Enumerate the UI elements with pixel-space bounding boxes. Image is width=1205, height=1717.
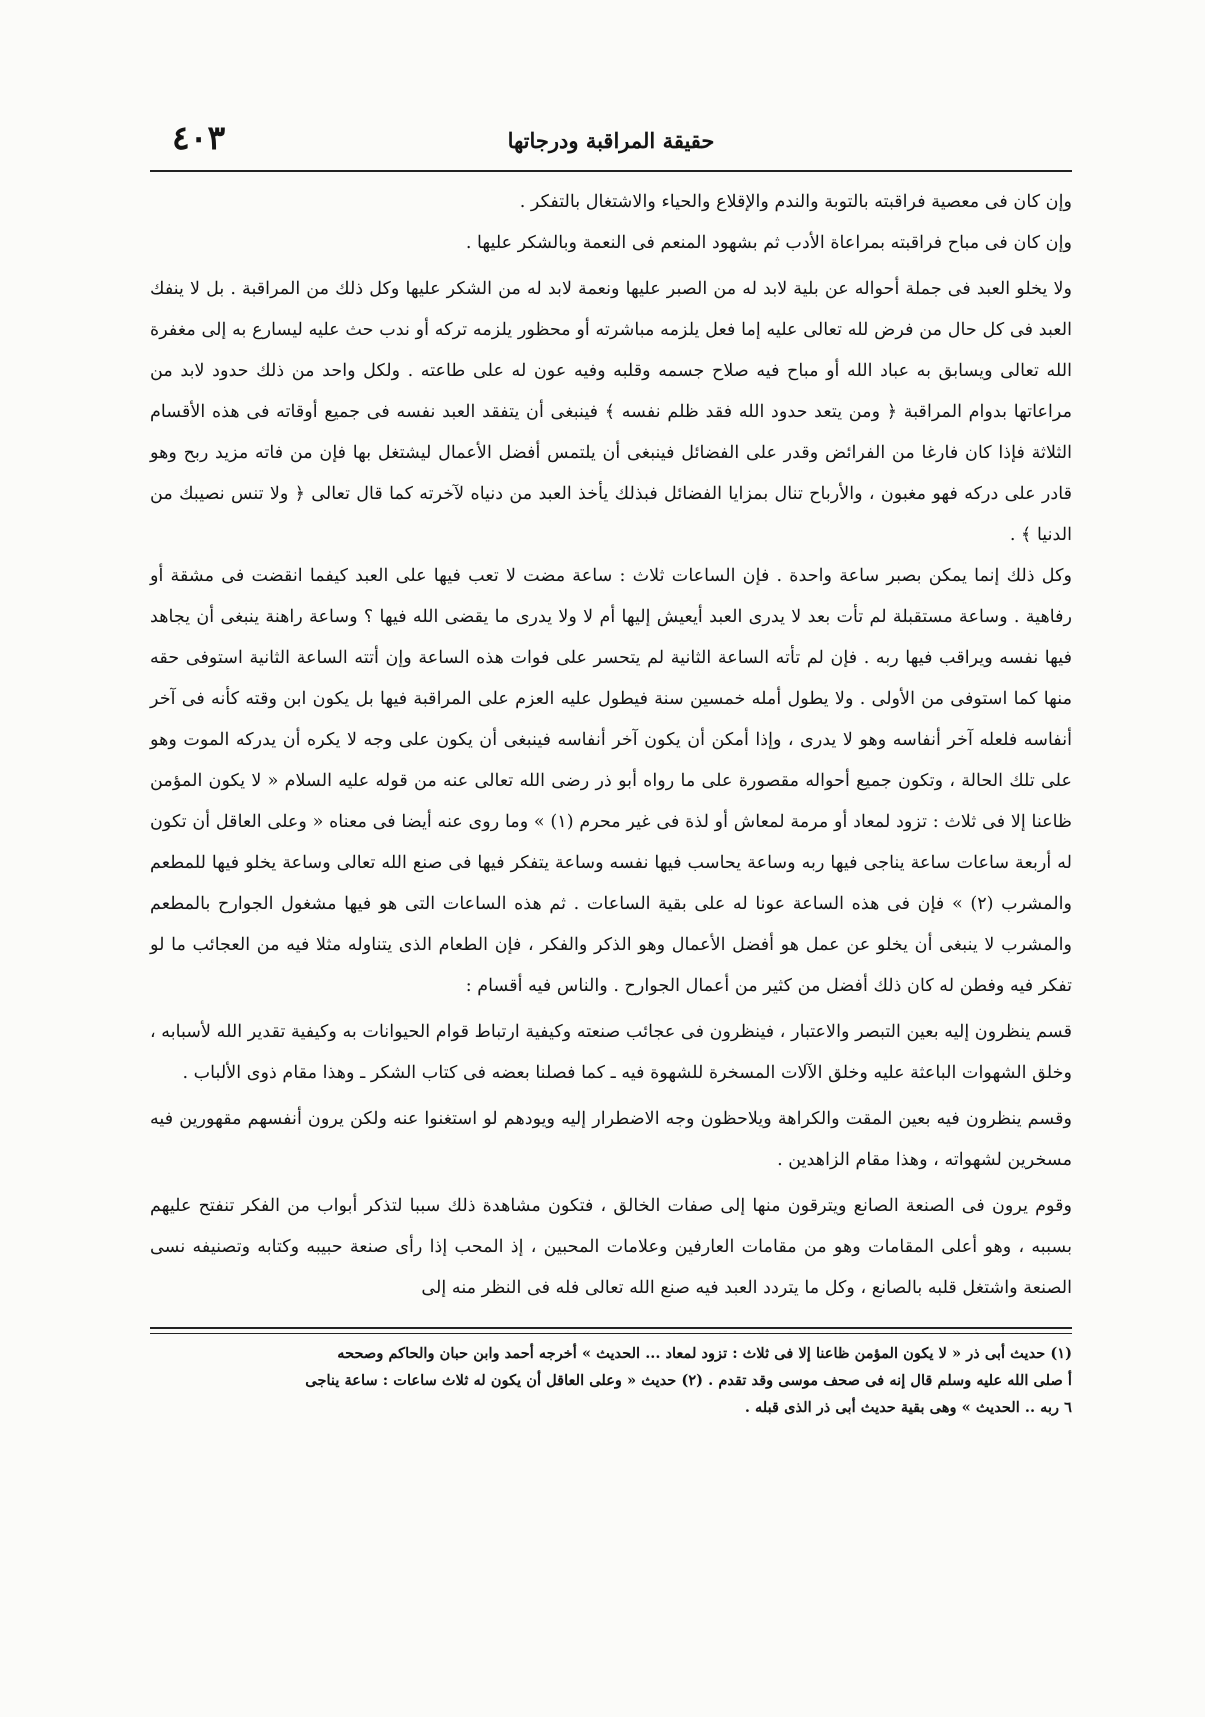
footnote-line-3: ٦ ربه .. الحديث » وهى بقية حديث أبى ذر الذى قبله . — [744, 1399, 1072, 1416]
paragraph-4: وكل ذلك إنما يمكن بصبر ساعة واحدة . فإن الساعات ثلاث : ساعة مضت لا تعب فيها على العبد كيفما انقضت فى مشقة أو رفاهية . وساعة مستقبلة لم تأت بعد لا يدرى العبد أيعيش إليها أم لا ولا يدرى ما يقضى الله فيها ؟ وساعة راهنة ينبغى أن يجاهد فيها نفسه ويراقب فيها ربه . فإن لم تأته الساعة الثانية لم يتحسر على فوات هذه الساعة وإن أتته الساعة الثانية استوفى حقه منها كما استوفى من الأولى . ولا يطول أمله خمسين سنة فيطول عليه العزم على المراقبة فيها بل يكون ابن وقته كأنه فى آخر أنفاسه فلعله آخر أنفاسه وهو لا يدرى ، وإذا أمكن أن يكون آخر أنفاسه فينبغى أن يكون على وجه لا يكره أن يدركه الموت وهو على تلك الحالة ، وتكون جميع أحواله مقصورة على ما رواه أبو ذر رضى الله تعالى عنه من قوله عليه السلام « لا يكون المؤمن ظاعنا إلا فى ثلاث : تزود لمعاد أو مرمة لمعاش أو لذة فى غير محرم (١) » وما روى عنه أيضا فى معناه « وعلى العاقل أن تكون له أربعة ساعات ساعة يناجى فيها ربه وساعة يحاسب فيها نفسه وساعة يتفكر فيها فى صنع الله تعالى وساعة يخلو فيها للمطعم والمشرب (٢) » فإن فى هذه الساعة عونا له على بقية الساعات . ثم هذه الساعات التى هو فيها مشغول الجوارح بالمطعم والمشرب لا ينبغى أن يخلو عن عمل هو أفضل الأعمال وهو الذكر والفكر ، فإن الطعام الذى يتناوله مثلا فيه من العجائب ما لو تفكر فيه وفطن له كان ذلك أفضل من كثير من أعمال الجوارح . والناس فيه أقسام : — [150, 566, 1072, 996]
main-text — [150, 182, 1072, 1309]
running-title: حقيقة المراقبة ودرجاتها — [507, 128, 715, 153]
paragraph-3: ولا يخلو العبد فى جملة أحواله عن بلية لابد له من الصبر عليها ونعمة لابد له من الشكر عليها وكل ذلك من المراقبة . بل لا ينفك العبد فى كل حال من فرض لله تعالى عليه إما فعل يلزمه مباشرته أو محظور يلزمه تركه أو ندب حث عليه ليسارع به إلى مغفرة الله تعالى ويسابق به عباد الله أو مباح فيه صلاح جسمه وقلبه وفيه عون له على طاعته . ولكل واحد من ذلك حدود لابد من مراعاتها بدوام المراقبة ﴿ ومن يتعد حدود الله فقد ظلم نفسه ﴾ فينبغى أن يتفقد العبد نفسه فى جميع أوقاته فى هذه الأقسام الثلاثة فإذا كان فارغا من الفرائض وقدر على الفضائل فينبغى أن يلتمس أفضل الأعمال ليشتغل بها فإن من فاته مزيد ربح وهو قادر على دركه فهو مغبون ، والأرباح تنال بمزايا الفضائل فبذلك يأخذ العبد من دنياه لآخرته كما قال تعالى ﴿ ولا تنس نصيبك من الدنيا ﴾ . — [150, 279, 1072, 545]
book-page — [150, 118, 1072, 1678]
footnotes — [150, 1340, 1072, 1421]
paragraph-2: وإن كان فى مباح فراقبته بمراعاة الأدب ثم بشهود المنعم فى النعمة وبالشكر عليها . — [465, 233, 1072, 253]
page-header — [150, 118, 1072, 172]
footnote-line-1: (١) حديث أبى ذر « لا يكون المؤمن ظاعنا إلا فى ثلاث : تزود لمعاد ... الحديث » أخرجه أحمد وابن حبان والحاكم وصححه — [337, 1345, 1072, 1362]
paragraph-1: وإن كان فى معصية فراقبته بالتوبة والندم والإقلاع والحياء والاشتغال بالتفكر . — [519, 192, 1072, 212]
footnote-divider — [150, 1327, 1072, 1334]
paragraph-5: قسم ينظرون إليه بعين التبصر والاعتبار ، فينظرون فى عجائب صنعته وكيفية ارتباط قوام الحيوانات به وكيفية تقدير الله لأسبابه ، وخلق الشهوات الباعثة عليه وخلق الآلات المسخرة للشهوة فيه ـ كما فصلنا بعضه فى كتاب الشكر ـ وهذا مقام ذوى الألباب . — [150, 1022, 1072, 1083]
paragraph-6: وقسم ينظرون فيه بعين المقت والكراهة ويلاحظون وجه الاضطرار إليه ويودهم لو استغنوا عنه ولكن يرون أنفسهم مقهورين فيه مسخرين لشهواته ، وهذا مقام الزاهدين . — [150, 1109, 1072, 1170]
page-number: ٤٠٣ — [172, 118, 226, 157]
paragraph-7: وقوم يرون فى الصنعة الصانع ويترقون منها إلى صفات الخالق ، فتكون مشاهدة ذلك سببا لتذكر أبواب من الفكر تنفتح عليهم بسببه ، وهو أعلى المقامات وهو من مقامات العارفين وعلامات المحبين ، إذ المحب إذا رأى صنعة حبيبه وكتابه وتصنيفه نسى الصنعة واشتغل قلبه بالصانع ، وكل ما يتردد العبد فيه صنع الله تعالى فله فى النظر منه إلى — [150, 1196, 1072, 1298]
footnote-line-2: أ صلى الله عليه وسلم قال إنه فى صحف موسى وقد تقدم . (٢) حديث « وعلى العاقل أن يكون له ثلاث ساعات : ساعة يناجى — [305, 1372, 1072, 1389]
